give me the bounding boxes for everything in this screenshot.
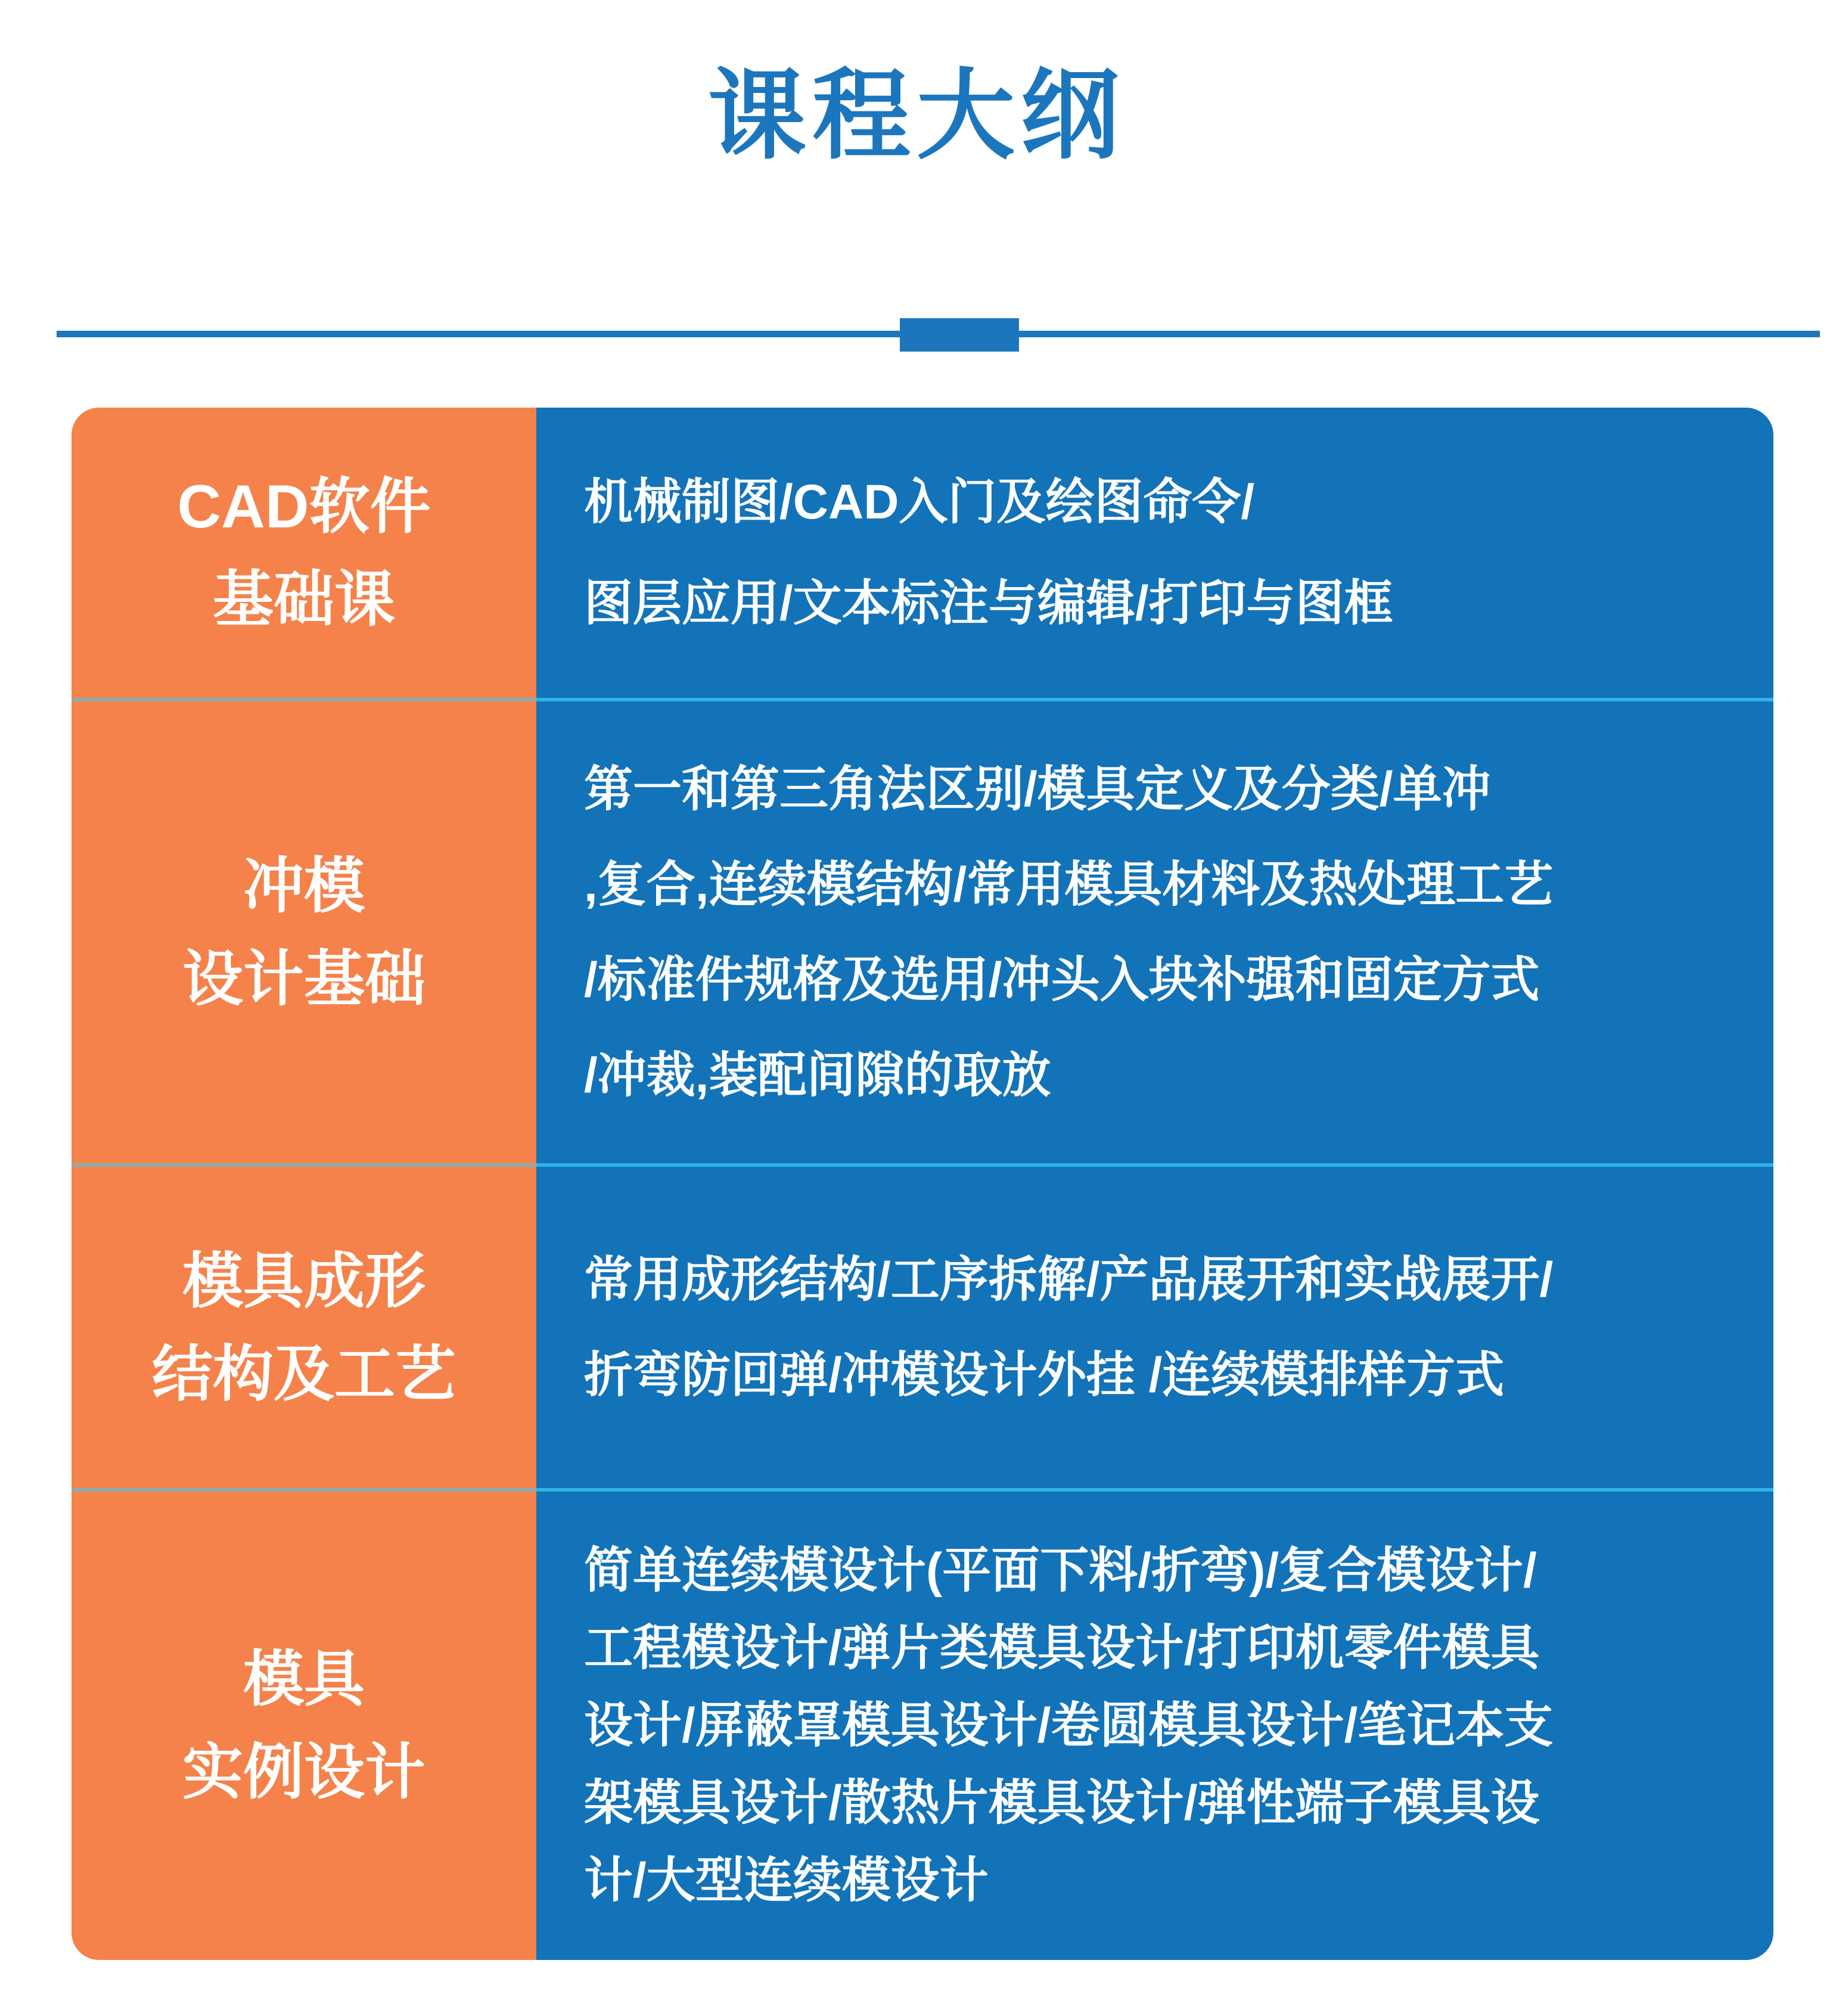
divider-center-block [900,318,1019,352]
label-line: CAD软件 [177,472,431,541]
label-line: 冲模 [243,852,365,920]
content-line: 第一和第三角法区别/模具定义及分类/单冲 [584,762,1491,816]
content-line: 图层应用/文本标注与编辑/打印与图框 [584,576,1393,630]
table-row-die-design-basics [72,701,1773,1167]
content-line: 简单连续模设计(平面下料/折弯)/复合模设计/ [584,1543,1537,1598]
label-line: 基础课 [213,565,395,633]
row-content-cad-basics [536,408,1773,701]
row-label-forming-structure [72,1167,536,1492]
label-line: 设计基础 [182,945,425,1013]
course-table [72,408,1773,1960]
row-label-example-design [72,1492,536,1960]
content-line: /标准件规格及选用/冲头入块补强和固定方式 [584,952,1540,1007]
row-label-die-design-basics [72,701,536,1167]
label-line: 结构及工艺 [152,1340,456,1408]
content-line: 工程模设计/弹片类模具设计/打印机零件模具 [584,1621,1540,1675]
content-line: /冲裁,装配间隙的取放 [584,1048,1051,1102]
content-line: 常用成形结构/工序拆解/产品展开和实战展开/ [584,1252,1554,1307]
content-line: 架模具设计/散热片模具设计/弹性端子模具设 [584,1776,1540,1830]
content-line: ,复合,连续模结构/常用模具材料及热处理工艺 [584,857,1554,912]
table-row-forming-structure [72,1167,1773,1492]
table-row-cad-basics [72,408,1773,701]
content-line: 设计/屏蔽罩模具设计/卷圆模具设计/笔记本支 [584,1698,1554,1753]
label-line: 模具成形 [182,1247,425,1315]
row-content-example-design [536,1492,1773,1960]
table-row-example-design [72,1492,1773,1960]
label-line: 实例设计 [182,1738,425,1806]
row-content-die-design-basics [536,701,1773,1167]
content-line: 折弯防回弹/冲模设计外挂 /连续模排样方式 [584,1347,1505,1402]
row-content-forming-structure [536,1167,1773,1492]
page-title: 课程大纲 [708,61,1125,170]
content-line: 机械制图/CAD入门及绘图命令/ [584,474,1255,529]
row-label-cad-basics [72,408,536,701]
title-divider [0,318,1833,352]
content-line: 计/大型连续模设计 [584,1853,989,1908]
label-line: 模具 [243,1645,365,1713]
